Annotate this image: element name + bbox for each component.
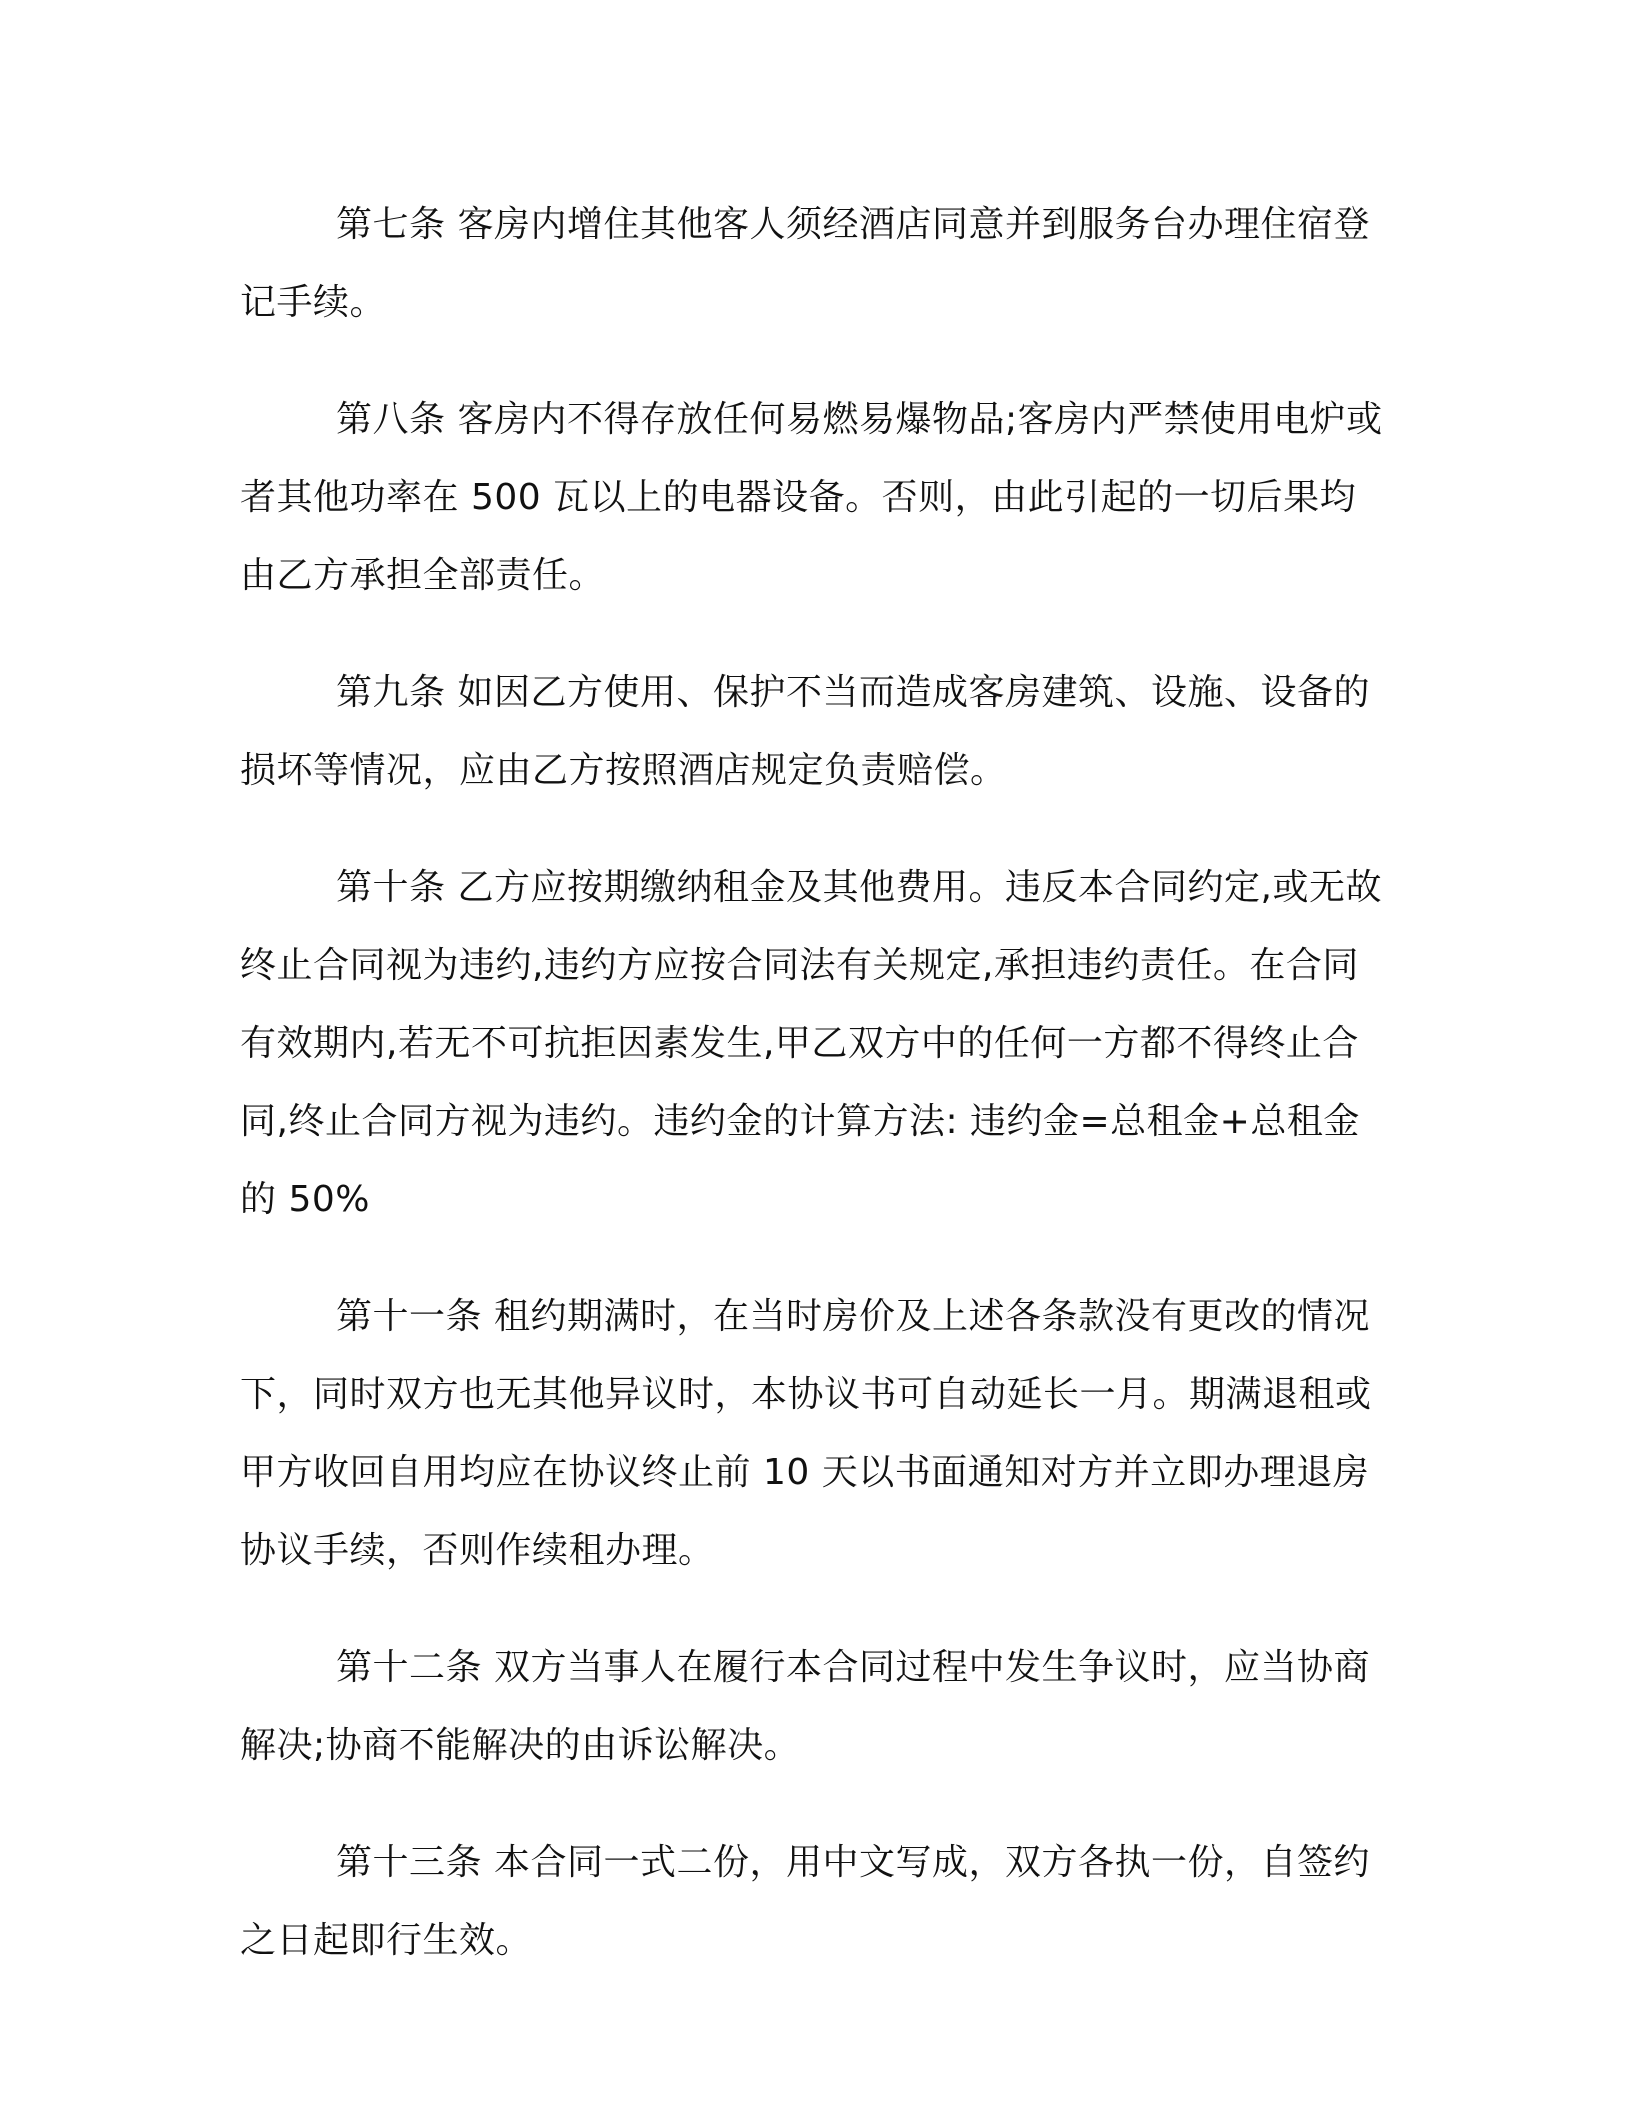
clause-text: 本合同一式二份，用中文写成，双方各执一份，自签约之日起即行生效。 <box>240 1842 1371 1961</box>
clause-number: 第七条 <box>336 204 446 245</box>
clause-number: 第十二条 <box>336 1647 483 1688</box>
clause-text: 客房内不得存放任何易燃易爆物品;客房内严禁使用电炉或者其他功率在 500 瓦以上的电器设备。否则，由此引起的一切后果均由乙方承担全部责任。 <box>240 399 1383 596</box>
clause-11 <box>240 1278 1390 1590</box>
clause-text: 如因乙方使用、保护不当而造成客房建筑、设施、设备的损坏等情况，应由乙方按照酒店规定负责赔偿。 <box>240 672 1371 791</box>
clause-text: 乙方应按期缴纳租金及其他费用。违反本合同约定,或无故终止合同视为违约,违约方应按合同法有关规定,承担违约责任。在合同有效期内,若无不可抗拒因素发生,甲乙双方中的任何一方都不得终止合同,终止合同方视为违约。违约金的计算方法: 违约金=总租金+总租金的 50% <box>240 867 1382 1220</box>
clause-number: 第九条 <box>336 672 446 713</box>
clause-text: 双方当事人在履行本合同过程中发生争议时，应当协商解决;协商不能解决的由诉讼解决。 <box>240 1647 1371 1766</box>
clause-text: 客房内增住其他客人须经酒店同意并到服务台办理住宿登记手续。 <box>240 204 1371 323</box>
clause-number: 第十三条 <box>336 1842 483 1883</box>
clause-10 <box>240 849 1390 1239</box>
clause-9 <box>240 654 1390 810</box>
clause-12 <box>240 1629 1390 1785</box>
clause-8 <box>240 381 1390 615</box>
clause-7 <box>240 186 1390 342</box>
contract-body <box>240 186 1390 2019</box>
clause-text: 租约期满时，在当时房价及上述各条款没有更改的情况下，同时双方也无其他异议时，本协议书可自动延长一月。期满退租或甲方收回自用均应在协议终止前 10 天以书面通知对方并立即办理退房协议手续，否则作续租办理。 <box>240 1296 1372 1571</box>
clause-number: 第十条 <box>336 867 446 908</box>
clause-13 <box>240 1824 1390 1980</box>
clause-number: 第八条 <box>336 399 446 440</box>
clause-number: 第十一条 <box>336 1296 483 1337</box>
